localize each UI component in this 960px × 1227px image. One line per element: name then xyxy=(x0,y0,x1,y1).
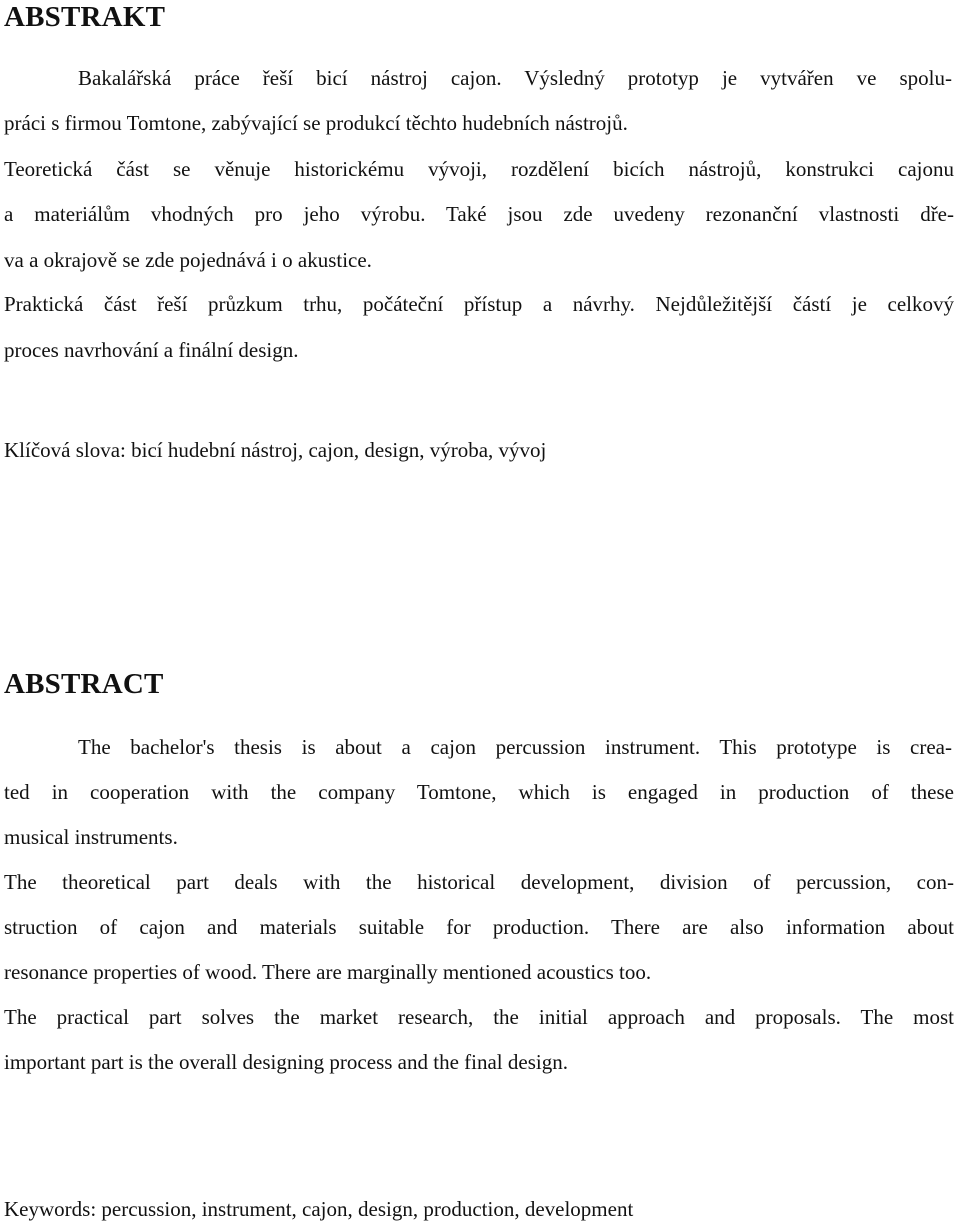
keywords: Keywords: percussion, instrument, cajon, design, production, development xyxy=(4,1197,634,1221)
klicova-slova: Klíčová slova: bicí hudební nástroj, cajon, design, výroba, vývoj xyxy=(4,438,547,462)
abstrakt-line: va a okrajově se zde pojednává i o akustice. xyxy=(4,248,372,272)
abstrakt-line: Bakalářská práce řeší bicí nástroj cajon. Výsledný prototyp je vytvářen ve spolu- xyxy=(78,66,952,90)
abstract-line: The theoretical part deals with the historical development, division of percussion, con- xyxy=(4,870,954,894)
abstract-line: The bachelor's thesis is about a cajon percussion instrument. This prototype is crea- xyxy=(78,735,952,759)
abstrakt-line: Teoretická část se věnuje historickému vývoji, rozdělení bicích nástrojů, konstrukci cajonu xyxy=(4,157,954,181)
abstract-line: The practical part solves the market research, the initial approach and proposals. The most xyxy=(4,1005,954,1029)
abstract-line: resonance properties of wood. There are marginally mentioned acoustics too. xyxy=(4,960,652,984)
abstract-line: struction of cajon and materials suitable for production. There are also information about xyxy=(4,915,954,939)
abstract-heading: ABSTRACT xyxy=(4,668,164,700)
abstrakt-heading: ABSTRAKT xyxy=(4,1,166,33)
abstrakt-line: Praktická část řeší průzkum trhu, počáteční přístup a návrhy. Nejdůležitější částí je celkový xyxy=(4,292,954,316)
abstract-line: ted in cooperation with the company Tomtone, which is engaged in production of these xyxy=(4,780,954,804)
abstract-line: important part is the overall designing process and the final design. xyxy=(4,1050,568,1074)
abstrakt-line: a materiálům vhodných pro jeho výrobu. Také jsou zde uvedeny rezonanční vlastnosti dře- xyxy=(4,202,954,226)
abstrakt-line: proces navrhování a finální design. xyxy=(4,338,299,362)
abstrakt-line: práci s firmou Tomtone, zabývající se produkcí těchto hudebních nástrojů. xyxy=(4,111,628,135)
abstract-line: musical instruments. xyxy=(4,825,178,849)
